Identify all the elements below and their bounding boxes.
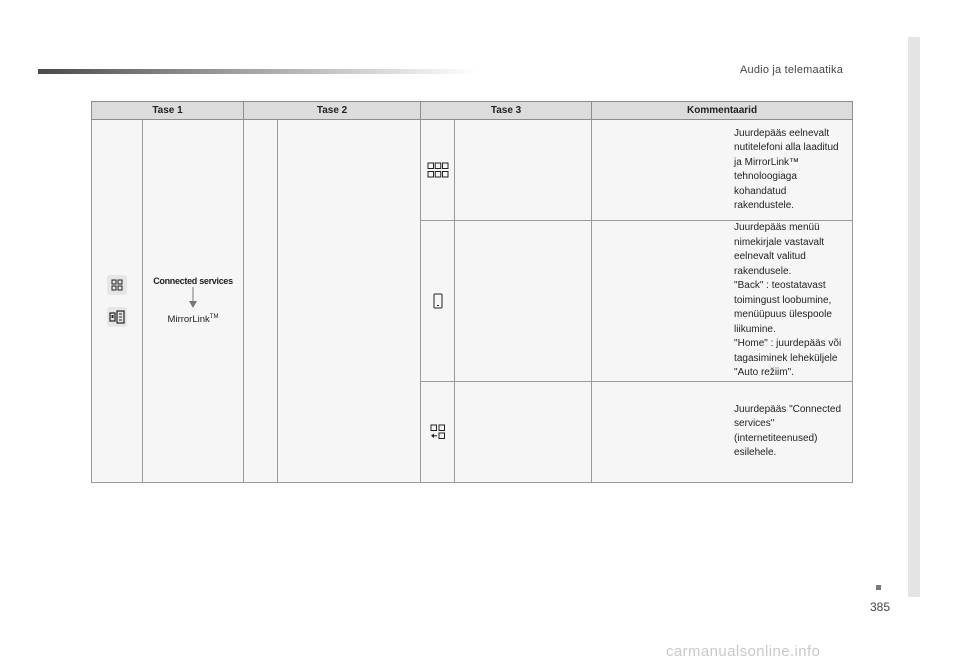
table-header-row	[92, 102, 853, 120]
column-header-level1: Tase 1	[92, 102, 244, 120]
comment-text: Juurdepääs "Connected services" (internetiteenused) esilehele.	[734, 403, 842, 458]
level1-icon-cell	[92, 120, 143, 483]
table-row	[92, 120, 853, 221]
comment-line: "Back" : teostatavast toimingust loobumine, menüüpuus ülespoole liikumine.	[734, 280, 832, 335]
page-marker	[876, 585, 881, 590]
level3-icon-cell	[421, 120, 455, 221]
side-strip	[908, 37, 920, 597]
mirrorlink-icon	[107, 307, 127, 327]
level1-label-cell	[143, 120, 244, 483]
arrow-down-icon	[189, 287, 197, 309]
level3-icon-cell	[421, 381, 455, 482]
menu-table	[91, 101, 853, 483]
watermark-text: carmanualsonline.info	[666, 643, 821, 660]
connected-services-return-icon	[430, 424, 446, 440]
column-header-level3: Tase 3	[421, 102, 592, 120]
comment-cell	[592, 221, 853, 382]
smartphone-icon	[433, 293, 443, 309]
level2-label-cell	[278, 120, 421, 483]
page-number: 385	[870, 600, 891, 614]
comment-cell	[592, 381, 853, 482]
comment-line: "Home" : juurdepääs või tagasiminek leheküljele "Auto režiim".	[734, 338, 842, 378]
comment-text: Juurdepääs eelnevalt nutitelefoni alla laaditud ja MirrorLink™ tehnoloogiaga kohandatud rakendustele.	[734, 127, 839, 211]
level3-icon-cell	[421, 221, 455, 382]
level3-label-cell	[455, 120, 592, 221]
connected-services-icon	[107, 275, 127, 295]
level3-label-cell	[455, 221, 592, 382]
connected-services-label: Connected services	[153, 276, 233, 287]
mirrorlink-label: MirrorLink™	[167, 314, 219, 326]
comment-line: Juurdepääs menüü nimekirjale vastavalt eelnevalt valitud rakendusele.	[734, 222, 825, 277]
column-header-comments: Kommentaarid	[592, 102, 853, 120]
comment-cell	[592, 120, 853, 221]
comment-text	[592, 221, 852, 381]
column-header-level2: Tase 2	[244, 102, 421, 120]
level2-icon-cell	[244, 120, 278, 483]
section-title: Audio ja telemaatika	[740, 64, 844, 76]
header-gradient-bar	[38, 69, 478, 74]
level3-label-cell	[455, 381, 592, 482]
app-grid-icon	[427, 162, 449, 178]
